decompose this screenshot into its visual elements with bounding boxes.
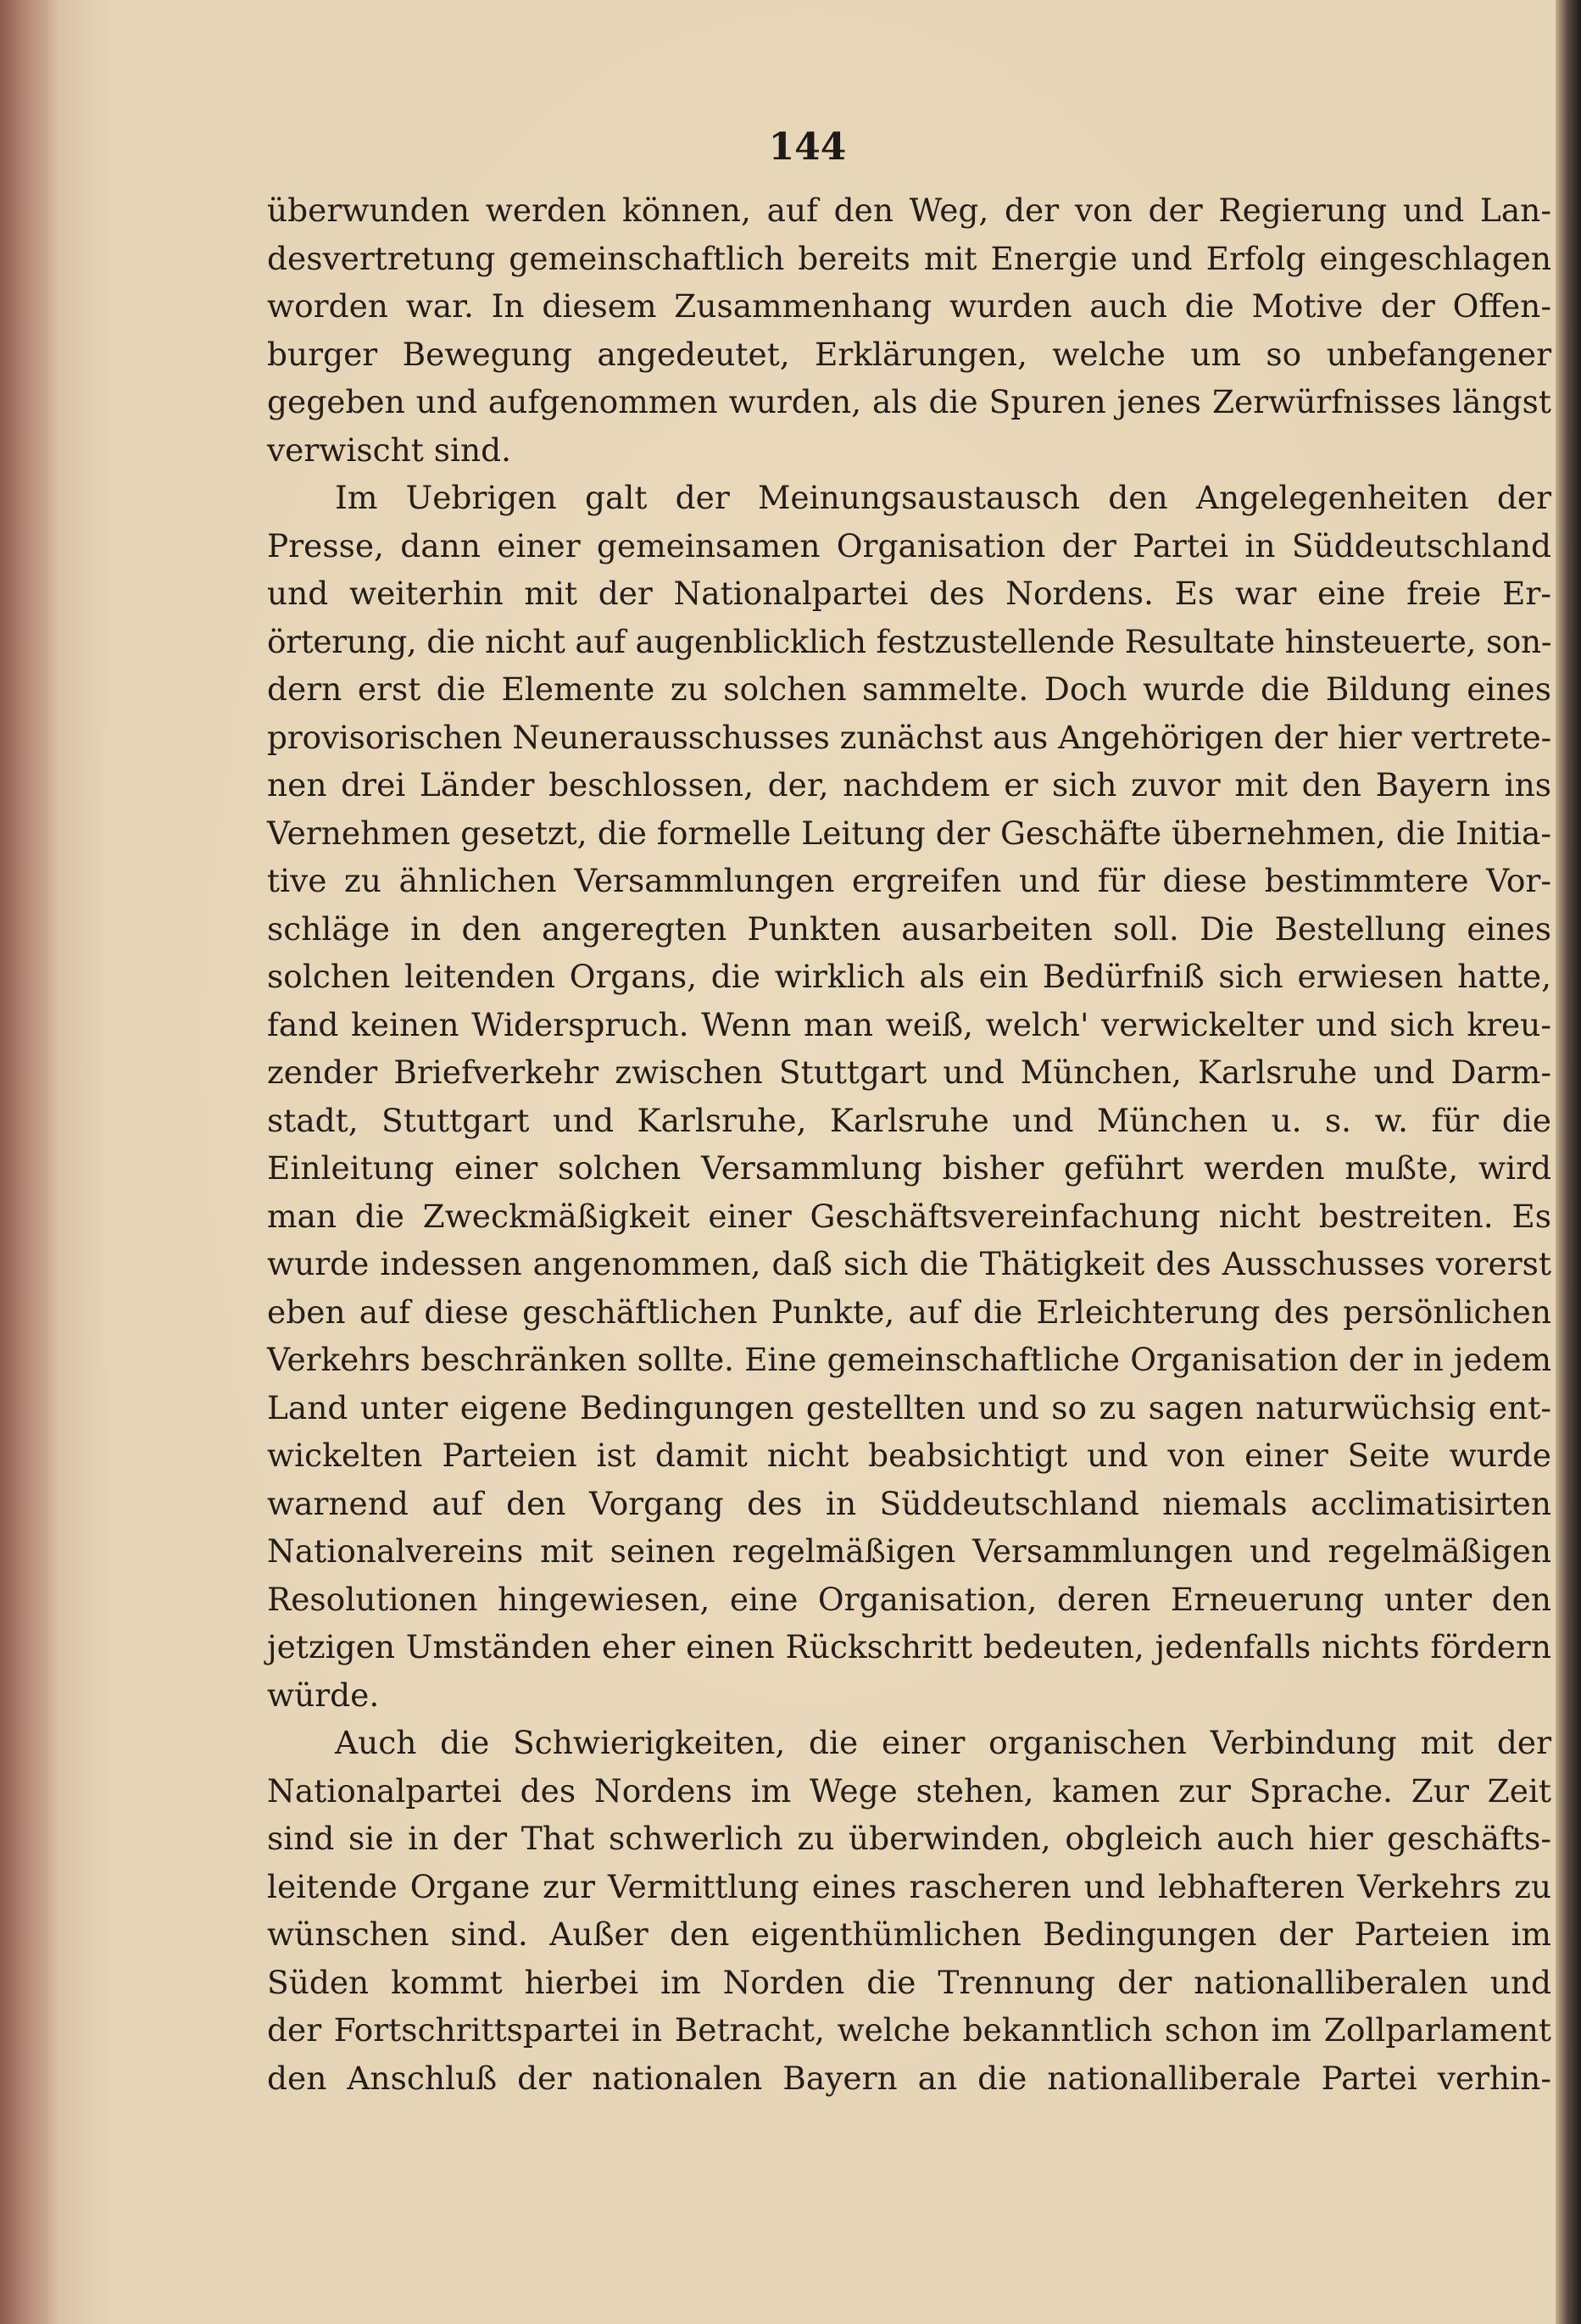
text-line: solchen leitenden Organs, die wirklich als ein Bedürfniß sich erwiesen hatte, xyxy=(267,958,1551,995)
page-edge-right xyxy=(1556,0,1581,2324)
text-line: leitende Organe zur Vermittlung eines rascheren und lebhafteren Verkehrs zu xyxy=(267,1867,1551,1905)
body-text xyxy=(267,186,1551,2102)
text-line: örterung, die nicht auf augenblicklich festzustellende Resultate hinsteuerte, son- xyxy=(267,622,1551,660)
text-line: Nationalpartei des Nordens im Wege stehen, kamen zur Sprache. Zur Zeit xyxy=(267,1771,1551,1810)
text-line: Auch die Schwierigkeiten, die einer organischen Verbindung mit der xyxy=(335,1724,1551,1761)
text-line: man die Zweckmäßigkeit einer Geschäftsvereinfachung nicht bestreiten. Es xyxy=(267,1197,1551,1235)
page-number: 144 xyxy=(768,125,847,169)
text-line: zender Briefverkehr zwischen Stuttgart und München, Karlsruhe und Darm- xyxy=(267,1054,1551,1091)
text-line: desvertretung gemeinschaftlich bereits mit Energie und Erfolg eingeschlagen xyxy=(267,239,1551,277)
text-line: Im Uebrigen galt der Meinungsaustausch den Angelegenheiten der xyxy=(335,479,1551,516)
text-line: der Fortschrittspartei in Betracht, welche bekanntlich schon im Zollparlament xyxy=(267,2011,1551,2049)
text-line: wurde indessen angenommen, daß sich die Thätigkeit des Ausschusses vorerst xyxy=(267,1245,1551,1282)
text-line: Resolutionen hingewiesen, eine Organisation, deren Erneuerung unter den xyxy=(267,1580,1551,1618)
text-line: den Anschluß der nationalen Bayern an die nationalliberale Partei verhin- xyxy=(267,2059,1551,2097)
text-line: Verkehrs beschränken sollte. Eine gemeinschaftliche Organisation der in jedem xyxy=(267,1341,1551,1378)
paragraph-3 xyxy=(267,1719,1551,2102)
text-line: eben auf diese geschäftlichen Punkte, auf die Erleichterung des persönlichen xyxy=(267,1293,1551,1331)
text-line: schläge in den angeregten Punkten ausarbeiten soll. Die Bestellung eines xyxy=(267,909,1551,948)
text-line: verwischt sind. xyxy=(267,431,512,469)
text-line: Land unter eigene Bedingungen gestellten und so zu sagen naturwüchsig ent- xyxy=(267,1388,1551,1426)
text-line: stadt, Stuttgart und Karlsruhe, Karlsruhe und München u. s. w. für die xyxy=(267,1101,1551,1139)
text-line: und weiterhin mit der Nationalpartei des Nordens. Es war eine freie Er- xyxy=(267,575,1551,612)
book-page xyxy=(59,0,1556,2324)
text-line: dern erst die Elemente zu solchen sammelte. Doch wurde die Bildung eines xyxy=(267,670,1551,708)
text-line: worden war. In diesem Zusammenhang wurden auch die Motive der Offen- xyxy=(267,287,1551,325)
text-line: wünschen sind. Außer den eigenthümlichen Bedingungen der Parteien im xyxy=(267,1915,1551,1953)
text-line: tive zu ähnlichen Versammlungen ergreifen und für diese bestimmtere Vor- xyxy=(267,862,1551,899)
text-line: fand keinen Widerspruch. Wenn man weiß, welch' verwickelter und sich kreu- xyxy=(267,1005,1551,1043)
text-line: warnend auf den Vorgang des in Süddeutschland niemals acclimatisirten xyxy=(267,1484,1551,1522)
text-line: Einleitung einer solchen Versammlung bisher geführt werden mußte, wird xyxy=(267,1149,1551,1187)
text-line: würde. xyxy=(267,1676,380,1714)
text-line: Presse, dann einer gemeinsamen Organisation der Partei in Süddeutschland xyxy=(267,526,1551,564)
paragraph-2 xyxy=(267,474,1551,1719)
text-line: gegeben und aufgenommen wurden, als die Spuren jenes Zerwürfnisses längst xyxy=(267,383,1551,420)
text-line: Vernehmen gesetzt, die formelle Leitung der Geschäfte übernehmen, die Initia- xyxy=(267,814,1551,852)
text-line: provisorischen Neunerausschusses zunächst aus Angehörigen der hier vertrete- xyxy=(267,718,1551,756)
page-edge-left xyxy=(0,0,59,2324)
text-line: sind sie in der That schwerlich zu überwinden, obgleich auch hier geschäfts- xyxy=(267,1820,1551,1857)
paragraph-1 xyxy=(267,186,1551,474)
text-line: wickelten Parteien ist damit nicht beabsichtigt und von einer Seite wurde xyxy=(267,1437,1551,1474)
text-line: Süden kommt hierbei im Norden die Trennung der nationalliberalen und xyxy=(267,1963,1551,2001)
text-line: überwunden werden können, auf den Weg, der von der Regierung und Lan- xyxy=(267,192,1551,229)
text-line: Nationalvereins mit seinen regelmäßigen Versammlungen und regelmäßigen xyxy=(267,1532,1551,1570)
text-line: jetzigen Umständen eher einen Rückschritt bedeuten, jedenfalls nichts fördern xyxy=(267,1628,1551,1665)
text-line: burger Bewegung angedeutet, Erklärungen, welche um so unbefangener xyxy=(267,335,1551,373)
text-line: nen drei Länder beschlossen, der, nachdem er sich zuvor mit den Bayern ins xyxy=(267,766,1551,803)
